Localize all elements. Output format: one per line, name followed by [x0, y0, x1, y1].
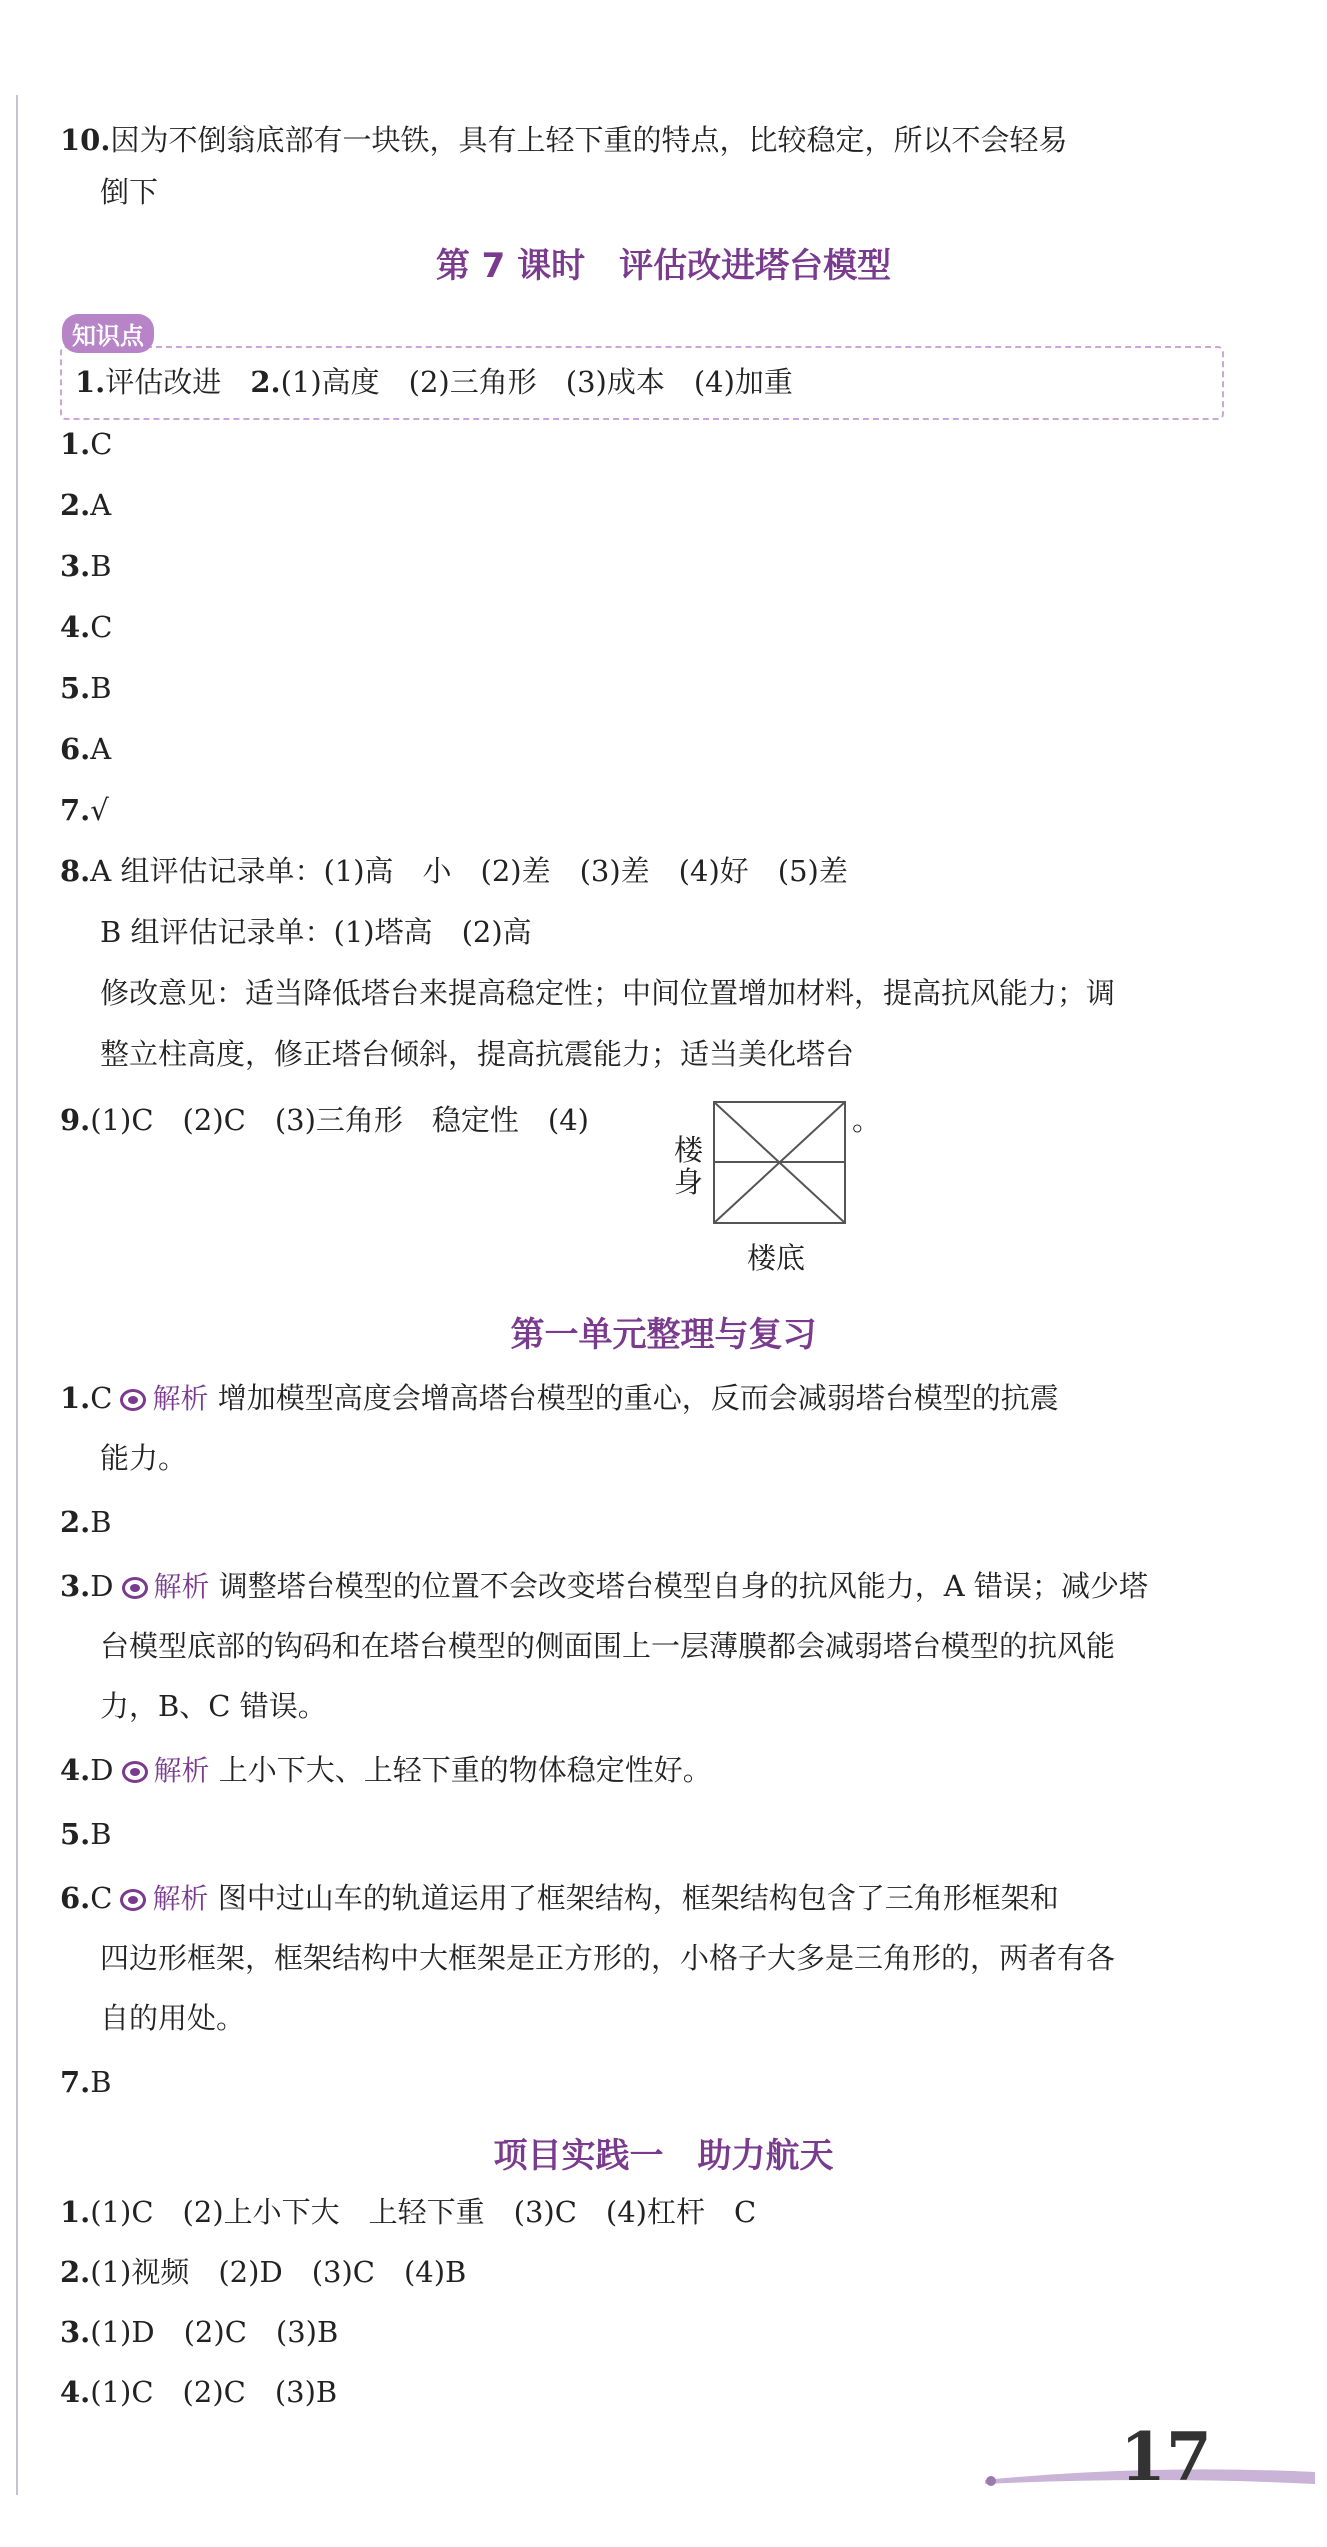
review-text: 调整塔台模型的位置不会改变塔台模型自身的抗风能力，A 错误；减少塔 [218, 1569, 1148, 1603]
diagram-label-side1: 楼 [674, 1133, 704, 1167]
knowledge-n1: 1. [75, 365, 106, 399]
answer-text: C [90, 427, 113, 461]
review-answer: C [90, 1881, 113, 1915]
review-item-1-line2: 能力。 [100, 1441, 188, 1475]
q8-line1 [60, 851, 848, 891]
review-item-7 [60, 2062, 112, 2102]
project-text: (1)C (2)上小下大 上轻下重 (3)C (4)杠杆 C [90, 2195, 757, 2229]
review-item-6-line3: 自的用处。 [100, 2001, 246, 2035]
answer-text: C [90, 610, 113, 644]
answer-num: 3. [60, 549, 91, 583]
diagram-label-side2: 身 [674, 1165, 704, 1199]
q9-line [60, 1100, 589, 1140]
project-item [60, 2312, 338, 2352]
project-text: (1)C (2)C (3)B [90, 2375, 338, 2409]
project-title: 项目实践一 助力航天 [493, 2136, 834, 2176]
q8-line2: B 组评估记录单：(1)塔高 (2)高 [100, 915, 532, 949]
answer-row [60, 668, 112, 708]
project-num: 4. [60, 2375, 91, 2409]
review-num: 5. [60, 1817, 91, 1851]
answer-row [60, 607, 112, 647]
answer-row [60, 546, 112, 586]
review-num: 3. [60, 1569, 91, 1603]
review-item-3-line3: 力，B、C 错误。 [100, 1689, 327, 1723]
knowledge-t2: (1)高度 (2)三角形 (3)成本 (4)加重 [280, 365, 793, 399]
answer-text: B [90, 671, 112, 705]
review-answer: D [90, 1753, 114, 1787]
review-item-6 [60, 1878, 1059, 1919]
knowledge-line [75, 362, 793, 402]
review-num: 4. [60, 1753, 91, 1787]
answer-text: A [90, 488, 112, 522]
q8-number: 8. [60, 854, 91, 888]
review-item-3 [60, 1566, 1148, 1607]
q8-line4: 整立柱高度，修正塔台倾斜，提高抗震能力；适当美化塔台 [100, 1037, 855, 1071]
project-num: 2. [60, 2255, 91, 2289]
review-answer: B [90, 2065, 112, 2099]
review-item-6-line2: 四边形框架，框架结构中大框架是正方形的，小格子大多是三角形的，两者有各 [100, 1941, 1116, 1975]
analysis-icon [120, 1389, 146, 1411]
answer-num: 5. [60, 671, 91, 705]
answer-text: √ [90, 793, 109, 827]
building-diagram [712, 1100, 847, 1225]
project-text: (1)D (2)C (3)B [90, 2315, 339, 2349]
review-answer: B [90, 1817, 112, 1851]
answer-num: 1. [60, 427, 91, 461]
analysis-icon [122, 1761, 148, 1783]
analysis-tag: 解析 [152, 1882, 209, 1915]
review-text: 上小下大、上轻下重的物体稳定性好。 [218, 1753, 712, 1787]
analysis-icon [122, 1577, 148, 1599]
analysis-icon [120, 1889, 146, 1911]
lesson7-title: 第 7 课时 评估改进塔台模型 [435, 246, 892, 286]
answer-row [60, 485, 111, 525]
q9-number: 9. [60, 1103, 91, 1137]
q10-line1 [60, 120, 1067, 160]
diagram-label-bottom: 楼底 [747, 1241, 806, 1275]
answer-text: A [90, 732, 112, 766]
q8-line3: 修改意见：适当降低塔台来提高稳定性；中间位置增加材料，提高抗风能力；调 [100, 976, 1116, 1010]
knowledge-t1: 评估改进 [105, 365, 222, 399]
analysis-tag: 解析 [153, 1570, 210, 1603]
knowledge-n2: 2. [250, 365, 281, 399]
page-number: 17 [1120, 2418, 1212, 2496]
answer-row [60, 790, 109, 830]
answer-num: 7. [60, 793, 91, 827]
answer-num: 6. [60, 732, 91, 766]
q10-number: 10. [60, 123, 111, 157]
review-item-5 [60, 1814, 112, 1854]
review-answer: B [90, 1505, 112, 1539]
review-item-1 [60, 1378, 1059, 1419]
analysis-tag: 解析 [152, 1382, 209, 1415]
project-num: 1. [60, 2195, 91, 2229]
review-item-3-line2: 台模型底部的钩码和在塔台模型的侧面围上一层薄膜都会减弱塔台模型的抗风能 [100, 1629, 1116, 1663]
review-item-4 [60, 1750, 712, 1791]
review-answer: C [90, 1381, 113, 1415]
q10-line2: 倒下 [100, 175, 159, 209]
project-item [60, 2192, 756, 2232]
review-answer: D [90, 1569, 114, 1603]
project-text: (1)视频 (2)D (3)C (4)B [90, 2255, 467, 2289]
analysis-tag: 解析 [153, 1754, 210, 1787]
review-num: 2. [60, 1505, 91, 1539]
answer-num: 4. [60, 610, 91, 644]
q10-text1: 因为不倒翁底部有一块铁，具有上轻下重的特点，比较稳定，所以不会轻易 [110, 123, 1068, 157]
project-item [60, 2372, 337, 2412]
answer-row [60, 729, 111, 769]
review-text: 图中过山车的轨道运用了框架结构，框架结构包含了三角形框架和 [217, 1881, 1059, 1915]
answer-text: B [90, 549, 112, 583]
review-item-2 [60, 1502, 112, 1542]
q8-text1: A 组评估记录单：(1)高 小 (2)差 (3)差 (4)好 (5)差 [90, 854, 848, 888]
q9-end: 。 [852, 1103, 882, 1137]
q9-text: (1)C (2)C (3)三角形 稳定性 (4) [90, 1103, 589, 1137]
review-num: 7. [60, 2065, 91, 2099]
review-text: 增加模型高度会增高塔台模型的重心，反而会减弱塔台模型的抗震 [217, 1381, 1059, 1415]
review-title: 第一单元整理与复习 [510, 1315, 817, 1355]
review-num: 6. [60, 1881, 91, 1915]
review-num: 1. [60, 1381, 91, 1415]
project-num: 3. [60, 2315, 91, 2349]
project-item [60, 2252, 466, 2292]
answer-num: 2. [60, 488, 91, 522]
knowledge-badge: 知识点 [62, 314, 154, 353]
answer-row [60, 424, 112, 464]
